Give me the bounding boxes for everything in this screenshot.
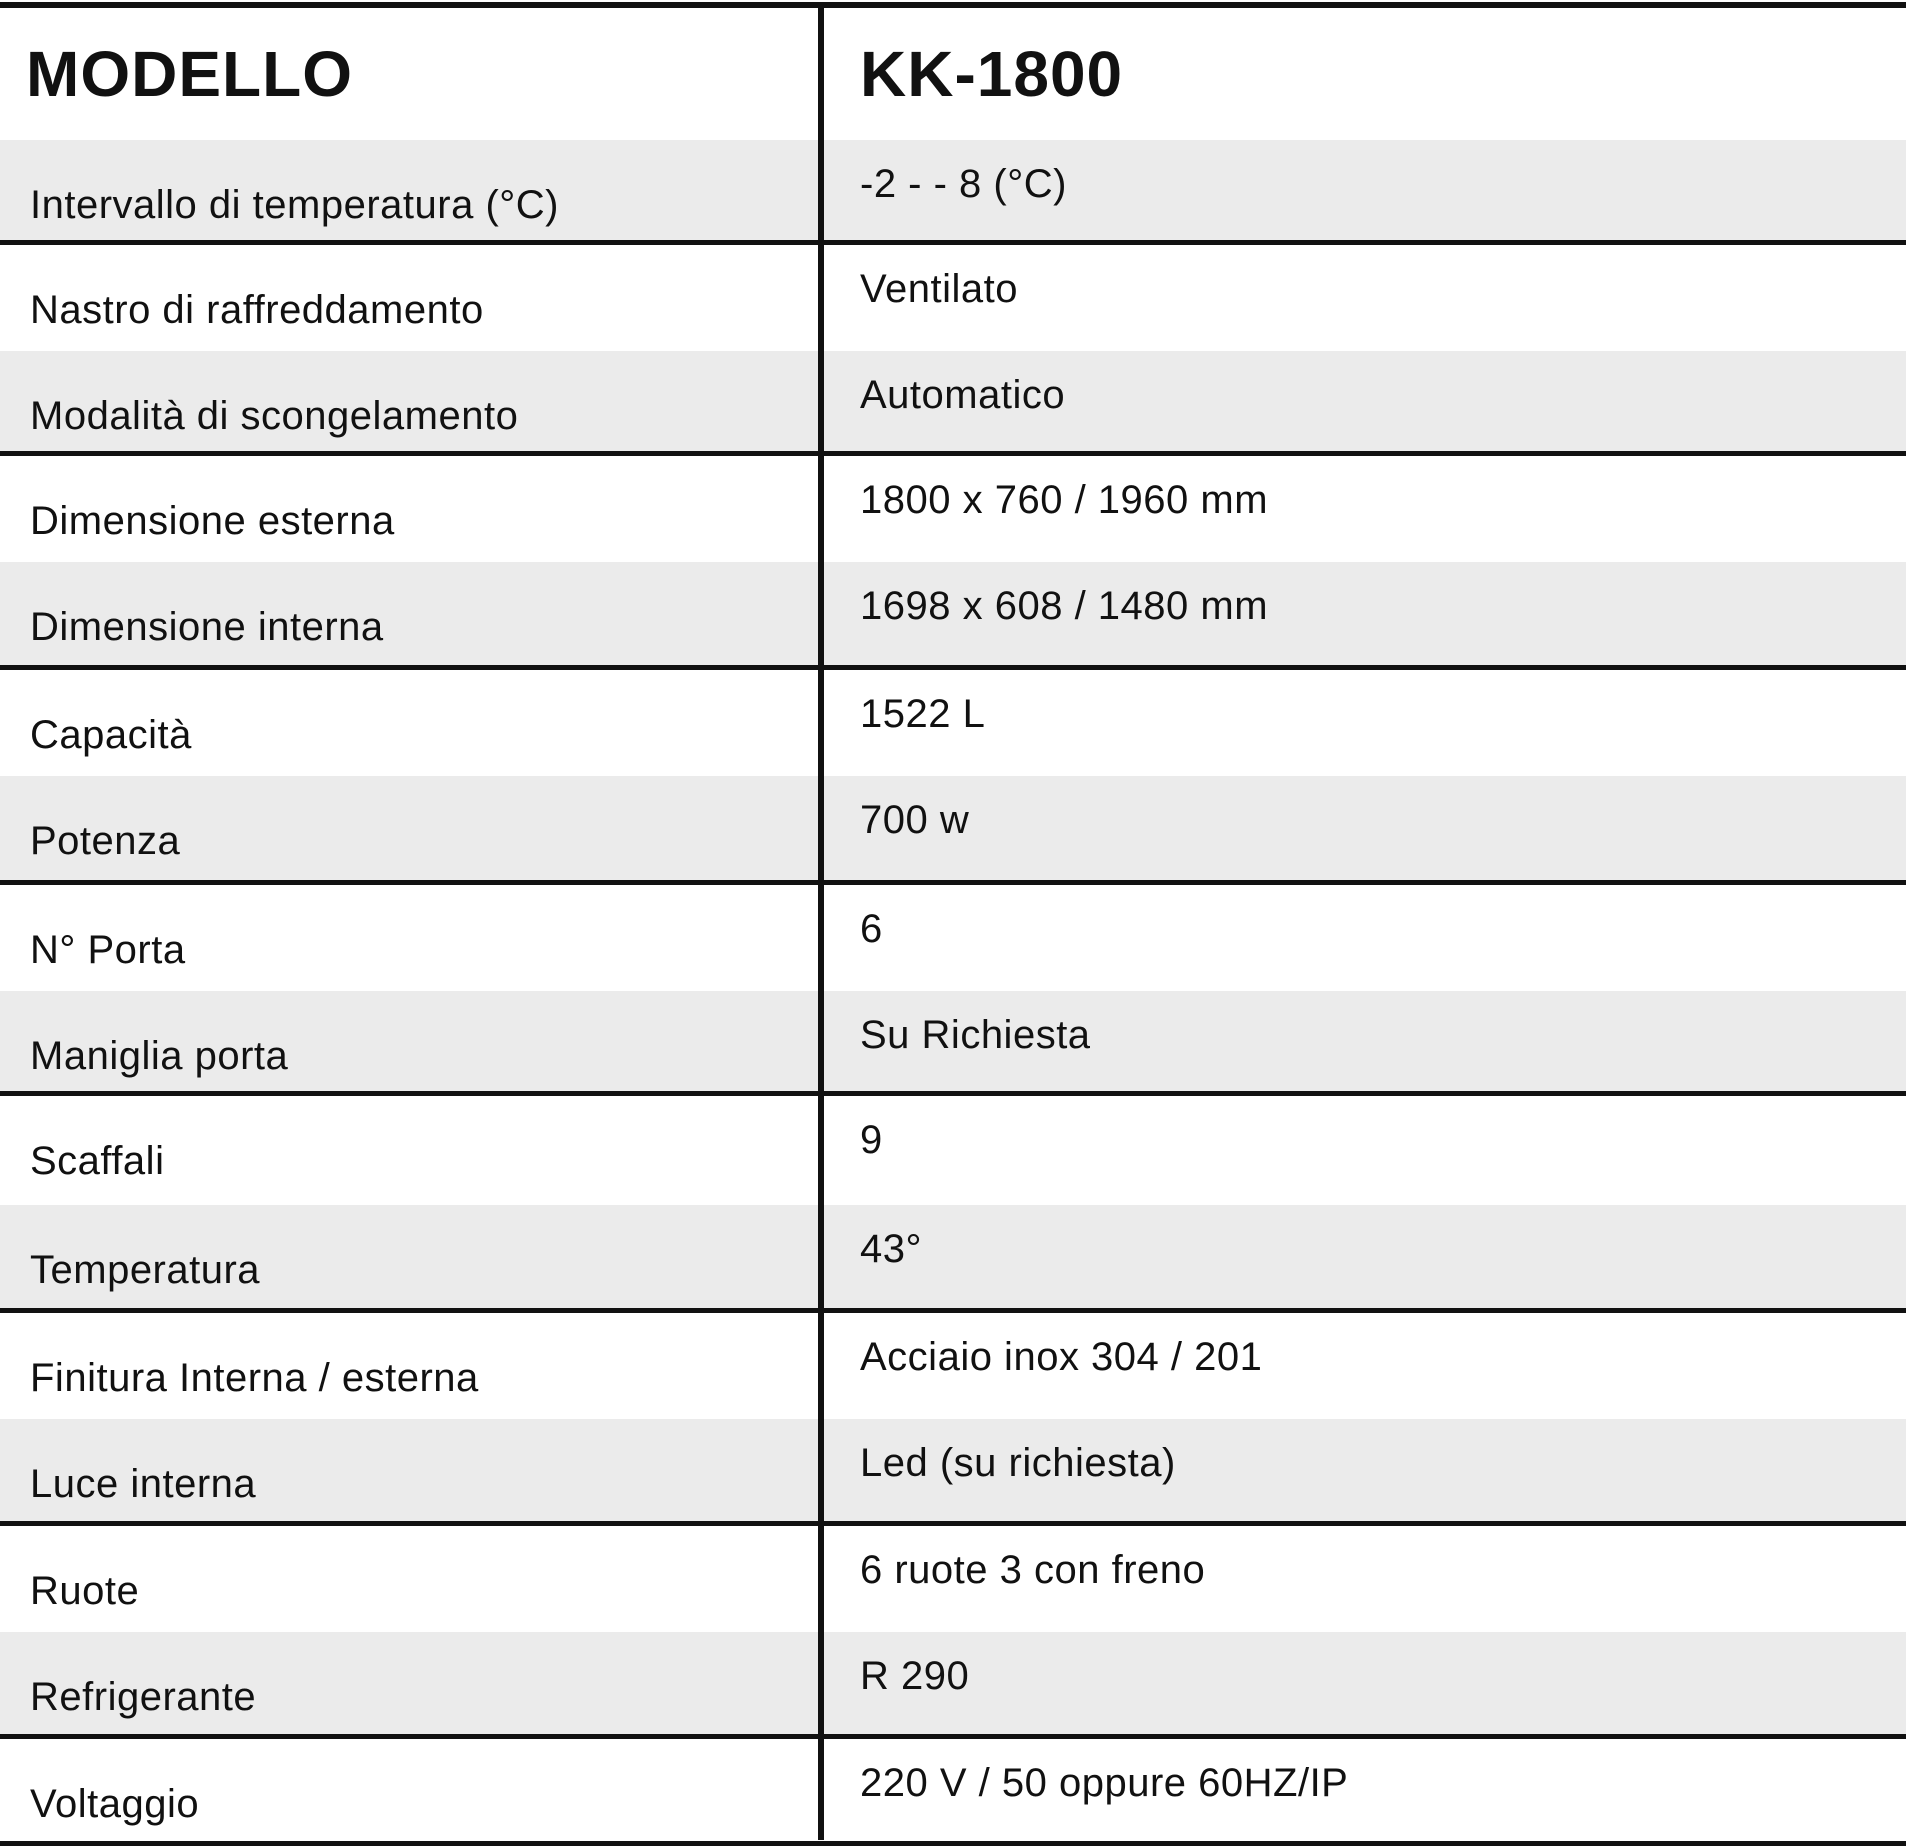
spec-value: Acciaio inox 304 / 201 <box>860 1335 1263 1379</box>
spec-label: Potenza <box>30 819 181 863</box>
spec-row <box>0 1739 1906 1845</box>
spec-row <box>0 670 1906 776</box>
spec-label: Nastro di raffreddamento <box>30 288 484 332</box>
spec-label: N° Porta <box>30 928 186 972</box>
spec-value: 1698 x 608 / 1480 mm <box>860 584 1269 628</box>
spec-row <box>0 456 1906 562</box>
spec-label: Luce interna <box>30 1462 257 1506</box>
spec-value: 700 w <box>860 798 970 842</box>
spec-value: -2 - - 8 (°C) <box>860 162 1067 206</box>
spec-value: 6 ruote 3 con freno <box>860 1548 1206 1592</box>
spec-label: Intervallo di temperatura (°C) <box>30 183 559 227</box>
spec-label: Maniglia porta <box>30 1034 289 1078</box>
spec-row <box>0 1632 1906 1738</box>
spec-label: Capacità <box>30 713 192 757</box>
spec-row <box>0 140 1906 246</box>
spec-value: Ventilato <box>860 267 1018 311</box>
spec-row <box>0 1419 1906 1525</box>
spec-label: Dimensione esterna <box>30 499 395 543</box>
spec-row <box>0 885 1906 991</box>
spec-value: Su Richiesta <box>860 1013 1091 1057</box>
spec-row <box>0 1096 1906 1202</box>
header-row <box>0 8 1906 140</box>
spec-label: Finitura Interna / esterna <box>30 1356 479 1400</box>
spec-row <box>0 562 1906 668</box>
model-value: KK-1800 <box>860 38 1124 110</box>
spec-row <box>0 1313 1906 1419</box>
spec-value: 43° <box>860 1227 922 1271</box>
spec-value: Led (su richiesta) <box>860 1441 1176 1485</box>
column-divider <box>818 4 824 1840</box>
spec-value: 1800 x 760 / 1960 mm <box>860 478 1269 522</box>
spec-label: Temperatura <box>30 1248 261 1292</box>
spec-row <box>0 776 1906 882</box>
spec-value: Automatico <box>860 373 1066 417</box>
spec-label: Scaffali <box>30 1139 165 1183</box>
spec-value: 6 <box>860 907 883 951</box>
spec-row <box>0 245 1906 351</box>
model-label: MODELLO <box>26 38 353 110</box>
spec-value: 1522 L <box>860 692 986 736</box>
spec-value: R 290 <box>860 1654 970 1698</box>
spec-value: 9 <box>860 1118 883 1162</box>
spec-row <box>0 1526 1906 1632</box>
spec-label: Ruote <box>30 1569 140 1613</box>
spec-label: Voltaggio <box>30 1782 200 1826</box>
spec-label: Refrigerante <box>30 1675 257 1719</box>
bottom-rule <box>0 1841 1906 1846</box>
spec-row <box>0 1205 1906 1311</box>
spec-label: Dimensione interna <box>30 605 384 649</box>
spec-value: 220 V / 50 oppure 60HZ/IP <box>860 1761 1349 1805</box>
spec-row <box>0 991 1906 1097</box>
spec-label: Modalità di scongelamento <box>30 394 519 438</box>
spec-row <box>0 351 1906 457</box>
